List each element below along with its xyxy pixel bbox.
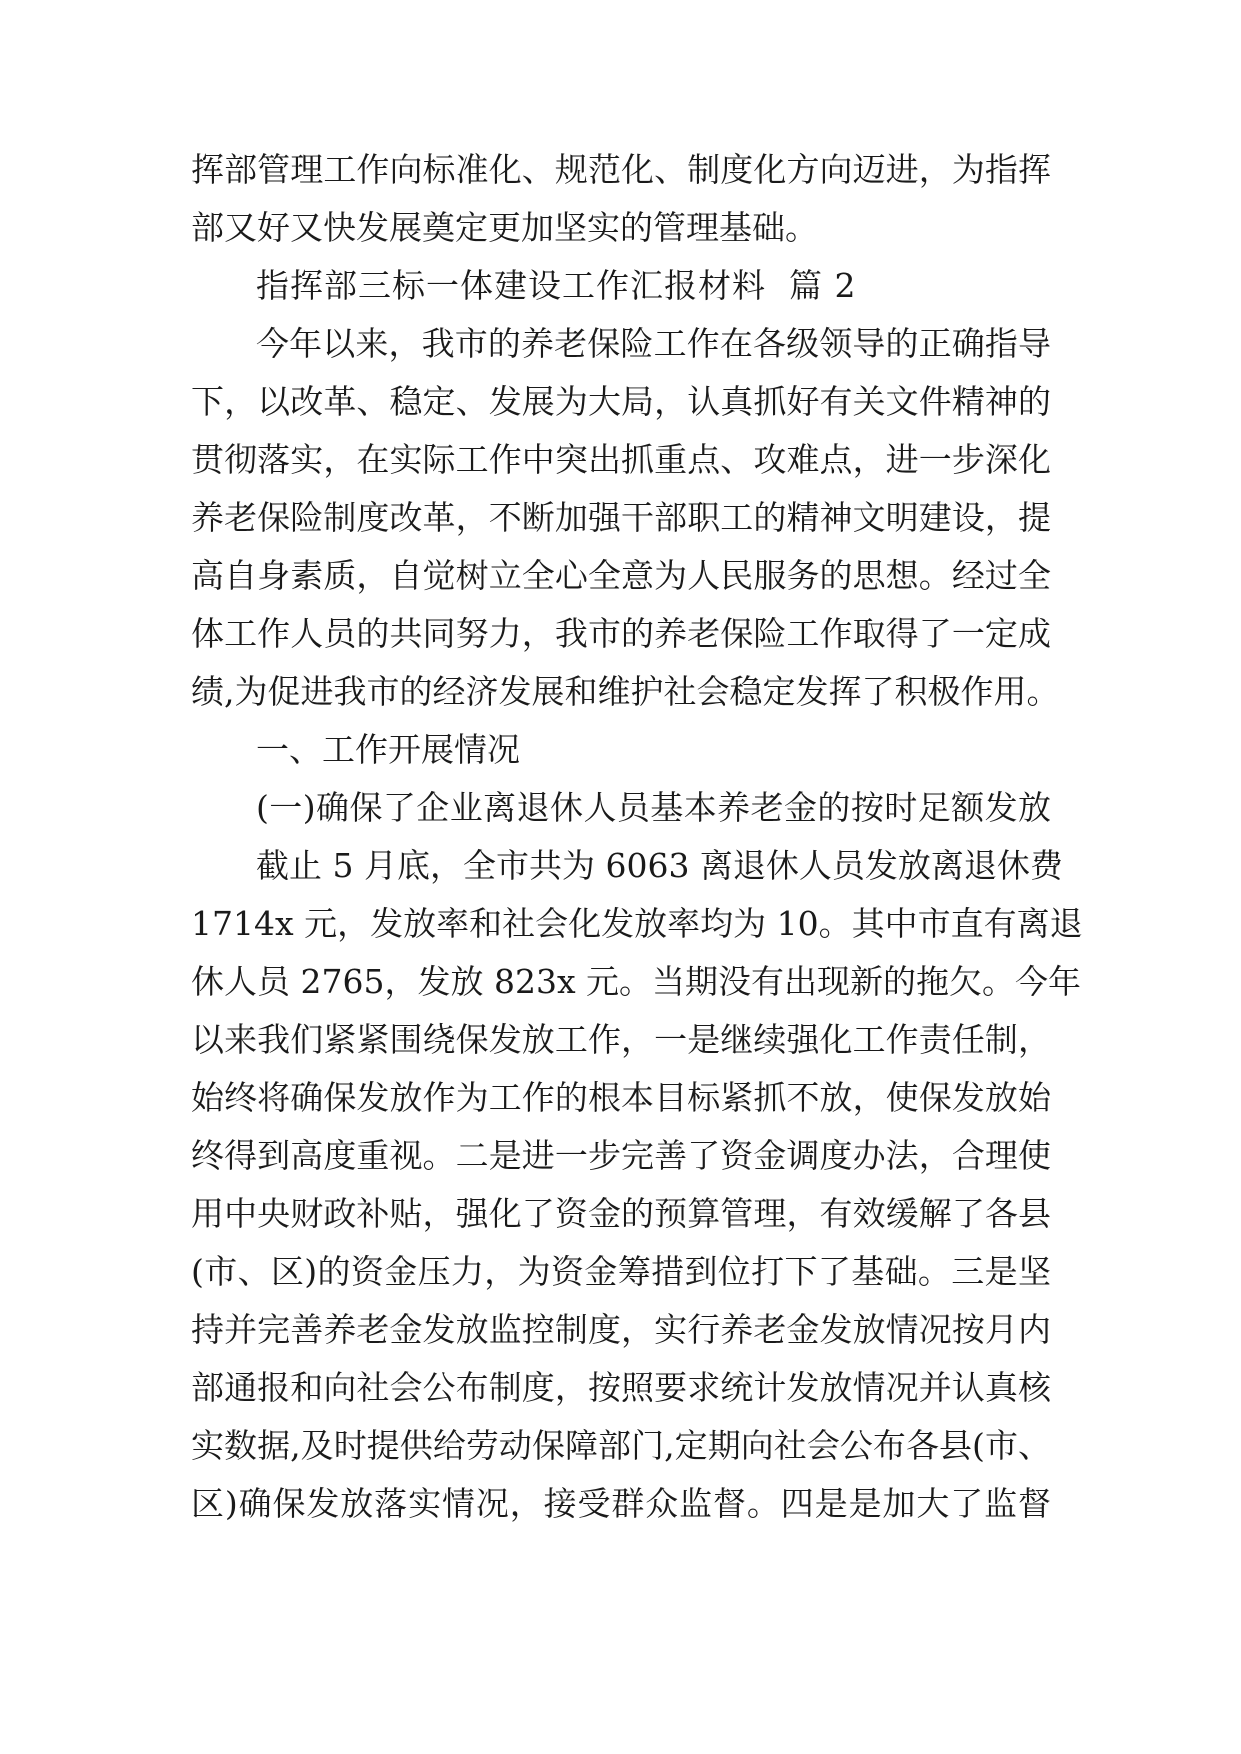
paragraph-line: 部又好又快发展奠定更加坚实的管理基础。	[191, 208, 818, 247]
paragraph-line: 绩,为促进我市的经济发展和维护社会稳定发挥了积极作用。	[191, 672, 1060, 711]
paragraph-line: 区)确保发放落实情况，接受群众监督。四是是加大了监督	[191, 1484, 1051, 1523]
paragraph-line: 持并完善养老金发放监控制度，实行养老金发放情况按月内	[191, 1310, 1051, 1349]
paragraph-line: 贯彻落实，在实际工作中突出抓重点、攻难点，进一步深化	[191, 440, 1051, 479]
subsection-heading: (一)确保了企业离退休人员基本养老金的按时足额发放	[256, 788, 1051, 827]
paragraph-line: 截止 5 月底，全市共为 6063 离退休人员发放离退休费	[256, 846, 1063, 885]
paragraph-line: 高自身素质，自觉树立全心全意为人民服务的思想。经过全	[191, 556, 1051, 595]
section-heading: 一、工作开展情况	[256, 730, 520, 769]
section-title: 指挥部三标一体建设工作汇报材料 篇 2	[256, 266, 857, 305]
paragraph-line: 始终将确保发放作为工作的根本目标紧抓不放，使保发放始	[191, 1078, 1051, 1117]
paragraph-line: 用中央财政补贴，强化了资金的预算管理，有效缓解了各县	[191, 1194, 1051, 1233]
paragraph-line: 部通报和向社会公布制度，按照要求统计发放情况并认真核	[191, 1368, 1051, 1407]
paragraph-line: 体工作人员的共同努力，我市的养老保险工作取得了一定成	[191, 614, 1051, 653]
paragraph-line: 挥部管理工作向标准化、规范化、制度化方向迈进，为指挥	[191, 150, 1051, 189]
paragraph-line: 下，以改革、稳定、发展为大局，认真抓好有关文件精神的	[191, 382, 1051, 421]
paragraph-line: 养老保险制度改革，不断加强干部职工的精神文明建设，提	[191, 498, 1051, 537]
paragraph-line: 实数据,及时提供给劳动保障部门,定期向社会公布各县(市、	[191, 1426, 1051, 1465]
paragraph-line: 今年以来，我市的养老保险工作在各级领导的正确指导	[256, 324, 1051, 363]
paragraph-line: 休人员 2765，发放 823x 元。当期没有出现新的拖欠。今年	[191, 962, 1082, 1001]
paragraph-line: 终得到高度重视。二是进一步完善了资金调度办法，合理使	[191, 1136, 1051, 1175]
paragraph-line: 以来我们紧紧围绕保发放工作，一是继续强化工作责任制，	[191, 1020, 1051, 1059]
paragraph-line: (市、区)的资金压力，为资金筹措到位打下了基础。三是坚	[191, 1252, 1051, 1291]
paragraph-line: 1714x 元，发放率和社会化发放率均为 10。其中市直有离退	[191, 904, 1083, 943]
